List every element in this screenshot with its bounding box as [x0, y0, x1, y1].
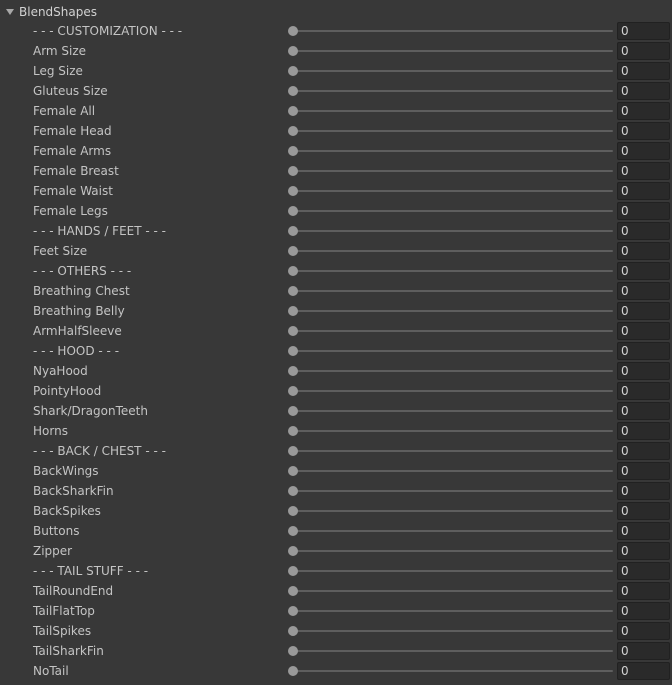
blendshape-label: - - - BACK / CHEST - - -	[33, 444, 166, 458]
blendshape-label: Breathing Chest	[33, 284, 130, 298]
slider-thumb[interactable]	[288, 566, 298, 576]
slider-track[interactable]	[290, 170, 613, 172]
blendshape-slider[interactable]	[288, 301, 613, 321]
blendshape-value-field[interactable]: 0	[617, 382, 670, 400]
slider-track[interactable]	[290, 390, 613, 392]
slider-track[interactable]	[290, 410, 613, 412]
blendshape-slider[interactable]	[288, 81, 613, 101]
blendshape-slider[interactable]	[288, 601, 613, 621]
slider-track[interactable]	[290, 230, 613, 232]
slider-track[interactable]	[290, 450, 613, 452]
blendshape-label: TailFlatTop	[33, 604, 95, 618]
blendshape-value-field[interactable]: 0	[617, 422, 670, 440]
slider-thumb[interactable]	[288, 66, 298, 76]
blendshape-row	[0, 661, 672, 681]
blendshape-row	[0, 461, 672, 481]
slider-thumb[interactable]	[288, 326, 298, 336]
blendshape-value-field[interactable]: 0	[617, 222, 670, 240]
blendshape-value-field[interactable]: 0	[617, 502, 670, 520]
blendshape-row	[0, 141, 672, 161]
blendshape-slider[interactable]	[288, 661, 613, 681]
blendshape-row	[0, 21, 672, 41]
blendshapes-foldout[interactable]	[0, 2, 300, 22]
blendshape-row	[0, 381, 672, 401]
slider-thumb[interactable]	[288, 286, 298, 296]
blendshape-slider[interactable]	[288, 641, 613, 661]
blendshape-label: Arm Size	[33, 44, 87, 58]
blendshape-label: Breathing Belly	[33, 304, 125, 318]
blendshape-label: TailRoundEnd	[33, 584, 114, 598]
slider-thumb[interactable]	[288, 406, 298, 416]
slider-track[interactable]	[290, 210, 613, 212]
blendshape-value-field[interactable]: 0	[617, 442, 670, 460]
slider-thumb[interactable]	[288, 586, 298, 596]
blendshape-label: BackSpikes	[33, 504, 101, 518]
blendshape-value-field[interactable]: 0	[617, 642, 670, 660]
blendshape-slider[interactable]	[288, 341, 613, 361]
slider-track[interactable]	[290, 530, 613, 532]
blendshape-row	[0, 101, 672, 121]
slider-thumb[interactable]	[288, 546, 298, 556]
blendshape-slider[interactable]	[288, 201, 613, 221]
blendshape-row	[0, 641, 672, 661]
slider-track[interactable]	[290, 550, 613, 552]
slider-track[interactable]	[290, 130, 613, 132]
slider-track[interactable]	[290, 290, 613, 292]
slider-thumb[interactable]	[288, 626, 298, 636]
blendshape-row	[0, 261, 672, 281]
blendshape-value-field[interactable]: 0	[617, 542, 670, 560]
slider-track[interactable]	[290, 610, 613, 612]
blendshape-slider[interactable]	[288, 321, 613, 341]
blendshape-row	[0, 301, 672, 321]
blendshape-value-field[interactable]: 0	[617, 602, 670, 620]
blendshape-label: NoTail	[33, 664, 69, 678]
blendshape-value-field[interactable]: 0	[617, 182, 670, 200]
slider-thumb[interactable]	[288, 246, 298, 256]
slider-thumb[interactable]	[288, 506, 298, 516]
blendshape-slider[interactable]	[288, 161, 613, 181]
slider-track[interactable]	[290, 350, 613, 352]
slider-thumb[interactable]	[288, 466, 298, 476]
blendshape-value-field[interactable]: 0	[617, 482, 670, 500]
blendshape-label: Feet Size	[33, 244, 88, 258]
blendshape-value-field[interactable]: 0	[617, 562, 670, 580]
blendshape-row	[0, 361, 672, 381]
slider-track[interactable]	[290, 570, 613, 572]
blendshape-value-field[interactable]: 0	[617, 622, 670, 640]
blendshape-row	[0, 281, 672, 301]
blendshape-label: Buttons	[33, 524, 80, 538]
slider-track[interactable]	[290, 270, 613, 272]
slider-thumb[interactable]	[288, 46, 298, 56]
slider-track[interactable]	[290, 90, 613, 92]
blendshape-row	[0, 61, 672, 81]
blendshape-row	[0, 581, 672, 601]
slider-thumb[interactable]	[288, 386, 298, 396]
slider-thumb[interactable]	[288, 226, 298, 236]
blendshape-row	[0, 201, 672, 221]
slider-thumb[interactable]	[288, 446, 298, 456]
slider-thumb[interactable]	[288, 126, 298, 136]
blendshape-value-field[interactable]: 0	[617, 202, 670, 220]
blendshape-value-field[interactable]: 0	[617, 22, 670, 40]
slider-track[interactable]	[290, 250, 613, 252]
blendshape-list	[0, 21, 672, 681]
blendshape-label: TailSpikes	[33, 624, 92, 638]
blendshape-value-field[interactable]: 0	[617, 462, 670, 480]
blendshape-label: Female Breast	[33, 164, 119, 178]
foldout-title: BlendShapes	[19, 5, 97, 19]
blendshape-value-field[interactable]: 0	[617, 102, 670, 120]
blendshape-value-field[interactable]: 0	[617, 242, 670, 260]
blendshape-value-field[interactable]: 0	[617, 362, 670, 380]
blendshape-row	[0, 441, 672, 461]
slider-track[interactable]	[290, 630, 613, 632]
blendshape-row	[0, 41, 672, 61]
slider-thumb[interactable]	[288, 666, 298, 676]
blendshape-row	[0, 341, 672, 361]
blendshape-slider[interactable]	[288, 621, 613, 641]
slider-track[interactable]	[290, 430, 613, 432]
slider-thumb[interactable]	[288, 86, 298, 96]
blendshape-row	[0, 421, 672, 441]
blendshape-slider[interactable]	[288, 141, 613, 161]
blendshape-slider[interactable]	[288, 41, 613, 61]
blendshape-slider[interactable]	[288, 441, 613, 461]
blendshape-value-field[interactable]: 0	[617, 122, 670, 140]
blendshape-label: Female All	[33, 104, 96, 118]
slider-thumb[interactable]	[288, 186, 298, 196]
slider-track[interactable]	[290, 650, 613, 652]
blendshape-slider[interactable]	[288, 541, 613, 561]
slider-track[interactable]	[290, 50, 613, 52]
blendshape-slider[interactable]	[288, 261, 613, 281]
slider-thumb[interactable]	[288, 486, 298, 496]
slider-track[interactable]	[290, 470, 613, 472]
blendshape-slider[interactable]	[288, 241, 613, 261]
slider-thumb[interactable]	[288, 426, 298, 436]
blendshape-value-field[interactable]: 0	[617, 262, 670, 280]
blendshape-slider[interactable]	[288, 501, 613, 521]
blendshape-slider[interactable]	[288, 181, 613, 201]
blendshape-value-field[interactable]: 0	[617, 142, 670, 160]
blendshape-slider[interactable]	[288, 381, 613, 401]
blendshape-value-field[interactable]: 0	[617, 162, 670, 180]
blendshape-label: - - - OTHERS - - -	[33, 264, 132, 278]
blendshape-slider[interactable]	[288, 21, 613, 41]
blendshape-value-field[interactable]: 0	[617, 342, 670, 360]
slider-track[interactable]	[290, 310, 613, 312]
blendshape-label: Shark/DragonTeeth	[33, 404, 148, 418]
blendshape-row	[0, 81, 672, 101]
slider-thumb[interactable]	[288, 606, 298, 616]
blendshape-label: PointyHood	[33, 384, 102, 398]
blendshape-label: Female Arms	[33, 144, 112, 158]
blendshape-label: - - - TAIL STUFF - - -	[33, 564, 149, 578]
blendshape-slider[interactable]	[288, 361, 613, 381]
blendshape-value-field[interactable]: 0	[617, 302, 670, 320]
blendshape-row	[0, 601, 672, 621]
triangle-down-icon[interactable]	[6, 9, 14, 15]
blendshape-slider[interactable]	[288, 421, 613, 441]
blendshape-value-field[interactable]: 0	[617, 322, 670, 340]
blendshape-slider[interactable]	[288, 461, 613, 481]
blendshape-label: Leg Size	[33, 64, 83, 78]
blendshape-row	[0, 501, 672, 521]
blendshape-label: - - - CUSTOMIZATION - - -	[33, 24, 183, 38]
slider-track[interactable]	[290, 70, 613, 72]
blendshape-label: Horns	[33, 424, 68, 438]
blendshape-label: ArmHalfSleeve	[33, 324, 122, 338]
slider-thumb[interactable]	[288, 646, 298, 656]
blendshape-slider[interactable]	[288, 481, 613, 501]
slider-thumb[interactable]	[288, 366, 298, 376]
blendshape-row	[0, 121, 672, 141]
slider-thumb[interactable]	[288, 266, 298, 276]
slider-track[interactable]	[290, 150, 613, 152]
slider-thumb[interactable]	[288, 26, 298, 36]
slider-thumb[interactable]	[288, 346, 298, 356]
blendshape-row	[0, 481, 672, 501]
blendshape-row	[0, 561, 672, 581]
blendshape-slider[interactable]	[288, 581, 613, 601]
blendshape-slider[interactable]	[288, 281, 613, 301]
slider-track[interactable]	[290, 190, 613, 192]
slider-track[interactable]	[290, 30, 613, 32]
slider-thumb[interactable]	[288, 106, 298, 116]
slider-track[interactable]	[290, 370, 613, 372]
blendshape-row	[0, 241, 672, 261]
blendshape-slider[interactable]	[288, 561, 613, 581]
blendshape-row	[0, 221, 672, 241]
blendshape-row	[0, 161, 672, 181]
blendshape-slider[interactable]	[288, 61, 613, 81]
blendshape-label: - - - HOOD - - -	[33, 344, 120, 358]
slider-track[interactable]	[290, 590, 613, 592]
blendshape-label: - - - HANDS / FEET - - -	[33, 224, 167, 238]
blendshape-value-field[interactable]: 0	[617, 42, 670, 60]
blendshape-slider[interactable]	[288, 401, 613, 421]
blendshape-row	[0, 181, 672, 201]
blendshape-label: Zipper	[33, 544, 73, 558]
blendshape-row	[0, 401, 672, 421]
blendshape-label: Gluteus Size	[33, 84, 108, 98]
slider-thumb[interactable]	[288, 526, 298, 536]
slider-track[interactable]	[290, 510, 613, 512]
blendshape-slider[interactable]	[288, 121, 613, 141]
blendshape-value-field[interactable]: 0	[617, 582, 670, 600]
slider-track[interactable]	[290, 110, 613, 112]
blendshape-row	[0, 521, 672, 541]
blendshape-value-field[interactable]: 0	[617, 282, 670, 300]
blendshape-label: BackSharkFin	[33, 484, 114, 498]
blendshape-row	[0, 621, 672, 641]
slider-thumb[interactable]	[288, 206, 298, 216]
blendshape-value-field[interactable]: 0	[617, 662, 670, 680]
blendshape-label: Female Legs	[33, 204, 108, 218]
blendshape-value-field[interactable]: 0	[617, 82, 670, 100]
blendshape-label: BackWings	[33, 464, 99, 478]
blendshape-slider[interactable]	[288, 521, 613, 541]
blendshape-slider[interactable]	[288, 101, 613, 121]
slider-track[interactable]	[290, 330, 613, 332]
blendshape-label: NyaHood	[33, 364, 88, 378]
blendshape-label: Female Waist	[33, 184, 113, 198]
blendshape-value-field[interactable]: 0	[617, 402, 670, 420]
blendshape-row	[0, 321, 672, 341]
blendshape-row	[0, 541, 672, 561]
blendshape-slider[interactable]	[288, 221, 613, 241]
slider-track[interactable]	[290, 670, 613, 672]
slider-thumb[interactable]	[288, 166, 298, 176]
slider-track[interactable]	[290, 490, 613, 492]
blendshape-label: Female Head	[33, 124, 112, 138]
blendshape-label: TailSharkFin	[33, 644, 104, 658]
blendshape-value-field[interactable]: 0	[617, 522, 670, 540]
blendshape-value-field[interactable]: 0	[617, 62, 670, 80]
slider-thumb[interactable]	[288, 146, 298, 156]
slider-thumb[interactable]	[288, 306, 298, 316]
